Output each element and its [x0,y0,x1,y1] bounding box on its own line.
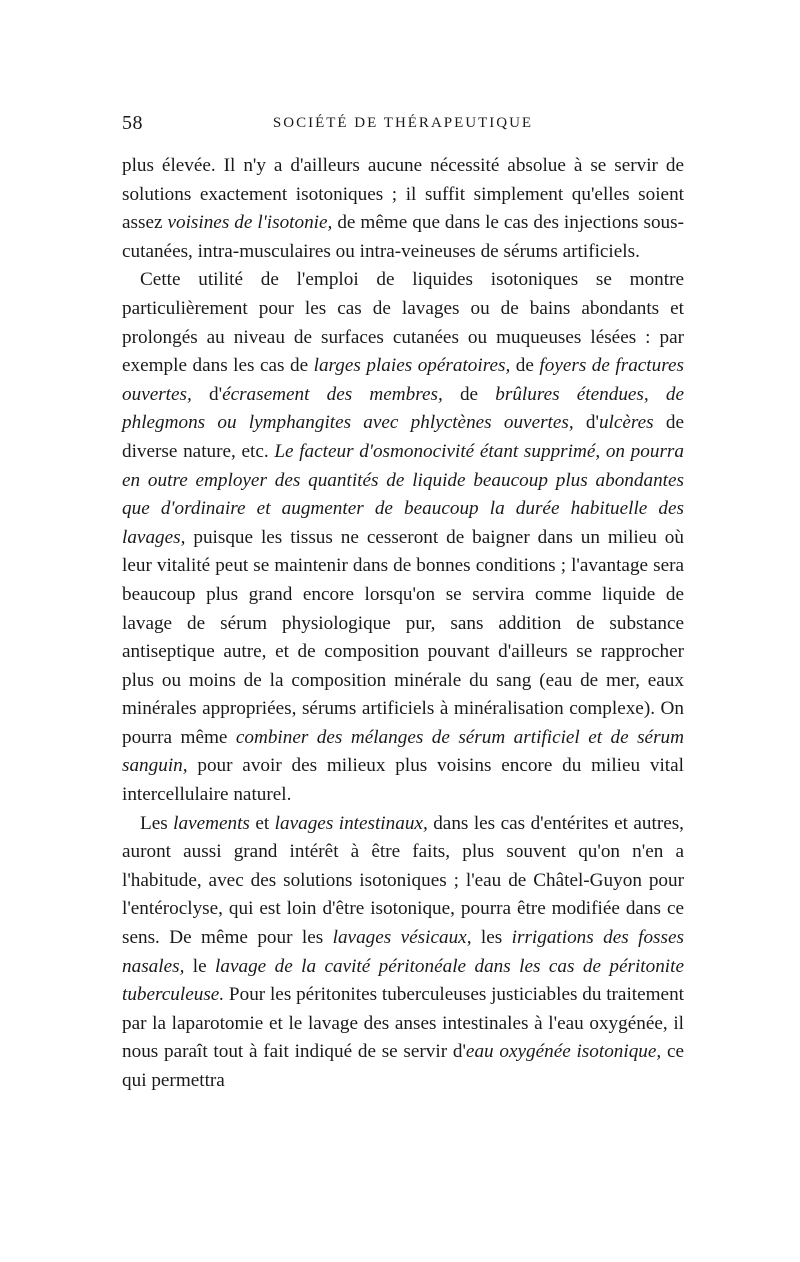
text-run: dans les cas d'entérites et autres, auront aussi grand intérêt à être faits, plus souvent qu'on n'en a l'habitude, avec des solutions isotoniques ; l'eau de Châtel-Guyon pour l'entéroclyse, qui est loin d'être isotonique, pourra être modifiée dans ce sens. De même pour les [122,812,684,949]
paragraph [122,810,684,1096]
italic-text: Le facteur d'osmonocivité étant supprimé, on pourra en outre employer des quantités de liquide beaucoup plus abondantes que d'ordinaire et augmenter de beaucoup la durée habituelle des lavages, [122,440,684,548]
italic-text: lavage de la cavité péritonéale dans les cas de péritonite tuberculeuse. [122,955,684,1006]
italic-text: eau oxygénée isotonique, [465,1041,662,1063]
italic-text: ulcères [598,412,654,434]
text-run: de [442,383,496,405]
body-text [122,152,684,1096]
text-run: puisque les tissus ne cesseront de baigner dans un milieu où leur vitalité peut se maintenir dans de bonnes conditions ; l'avantage sera beaucoup plus grand encore lorsqu'on se servira comme liquide de lavage de sérum physiologique pur, sans addition de substance antiseptique autre, et de composition pouvant d'ailleurs se rapprocher plus ou moins de la composition minérale du sang (eau de mer, eaux minérales appropriées, sérums artificiels à minéralisation complexe). On pourra même [122,526,684,748]
running-title: SOCIÉTÉ DE THÉRAPEUTIQUE [272,115,534,131]
paragraph [122,266,684,809]
text-run: ce qui permettra [122,1041,684,1091]
text-run: Cette utilité de l'emploi de liquides isotoniques se montre particulièrement pour les cas de lavages ou de bains abondants et prolongés au niveau de surfaces cutanées ou muqueuses lésées : par exemple dans les cas de [122,269,684,377]
italic-text: larges plaies opératoires, [313,355,511,377]
italic-text: foyers de fractures ouvertes, [122,355,684,405]
text-run: de diverse nature, etc. [122,412,684,462]
text-run: d' [191,383,223,405]
italic-text: lavements [173,812,250,834]
text-run: plus élevée. Il n'y a d'ailleurs aucune nécessité absolue à se servir de solutions exactement isotoniques ; il suffit simplement qu'elles soient assez [122,155,684,234]
text-run: d' [573,412,599,434]
text-run: pour avoir des milieux plus voisins encore du milieu vital intercellulaire naturel. [122,755,684,806]
italic-text: écrasement des membres, [222,383,443,405]
italic-text: irrigations des fosses nasales, [122,927,684,977]
italic-text: voisines de l'isotonie, [167,212,333,234]
italic-text: combiner des mélanges de sérum artificiel et de sérum sanguin, [122,726,684,777]
text-run: les [471,927,512,949]
italic-text: lavages vésicaux, [332,927,472,949]
paragraph [122,152,684,266]
text-run: Les [140,812,174,834]
text-run: Pour les péritonites tuberculeuses justiciables du traitement par la laparotomie et le lavage des anses intestinales à l'eau oxygénée, il nous paraît tout à fait indiqué de se servir d' [122,984,684,1063]
text-run: de même que dans le cas des injections sous-cutanées, intra-musculaires ou intra-veineuses de sérums artificiels. [122,212,685,262]
text-run: et [249,812,275,834]
italic-text: brûlures étendues, de phlegmons ou lymphangites avec phlyctènes ouvertes, [122,383,684,434]
text-run: de [510,355,540,377]
page-number: 58 [122,112,143,134]
running-head [122,112,684,136]
text-run: le [184,955,216,977]
italic-text: lavages intestinaux, [274,812,428,834]
